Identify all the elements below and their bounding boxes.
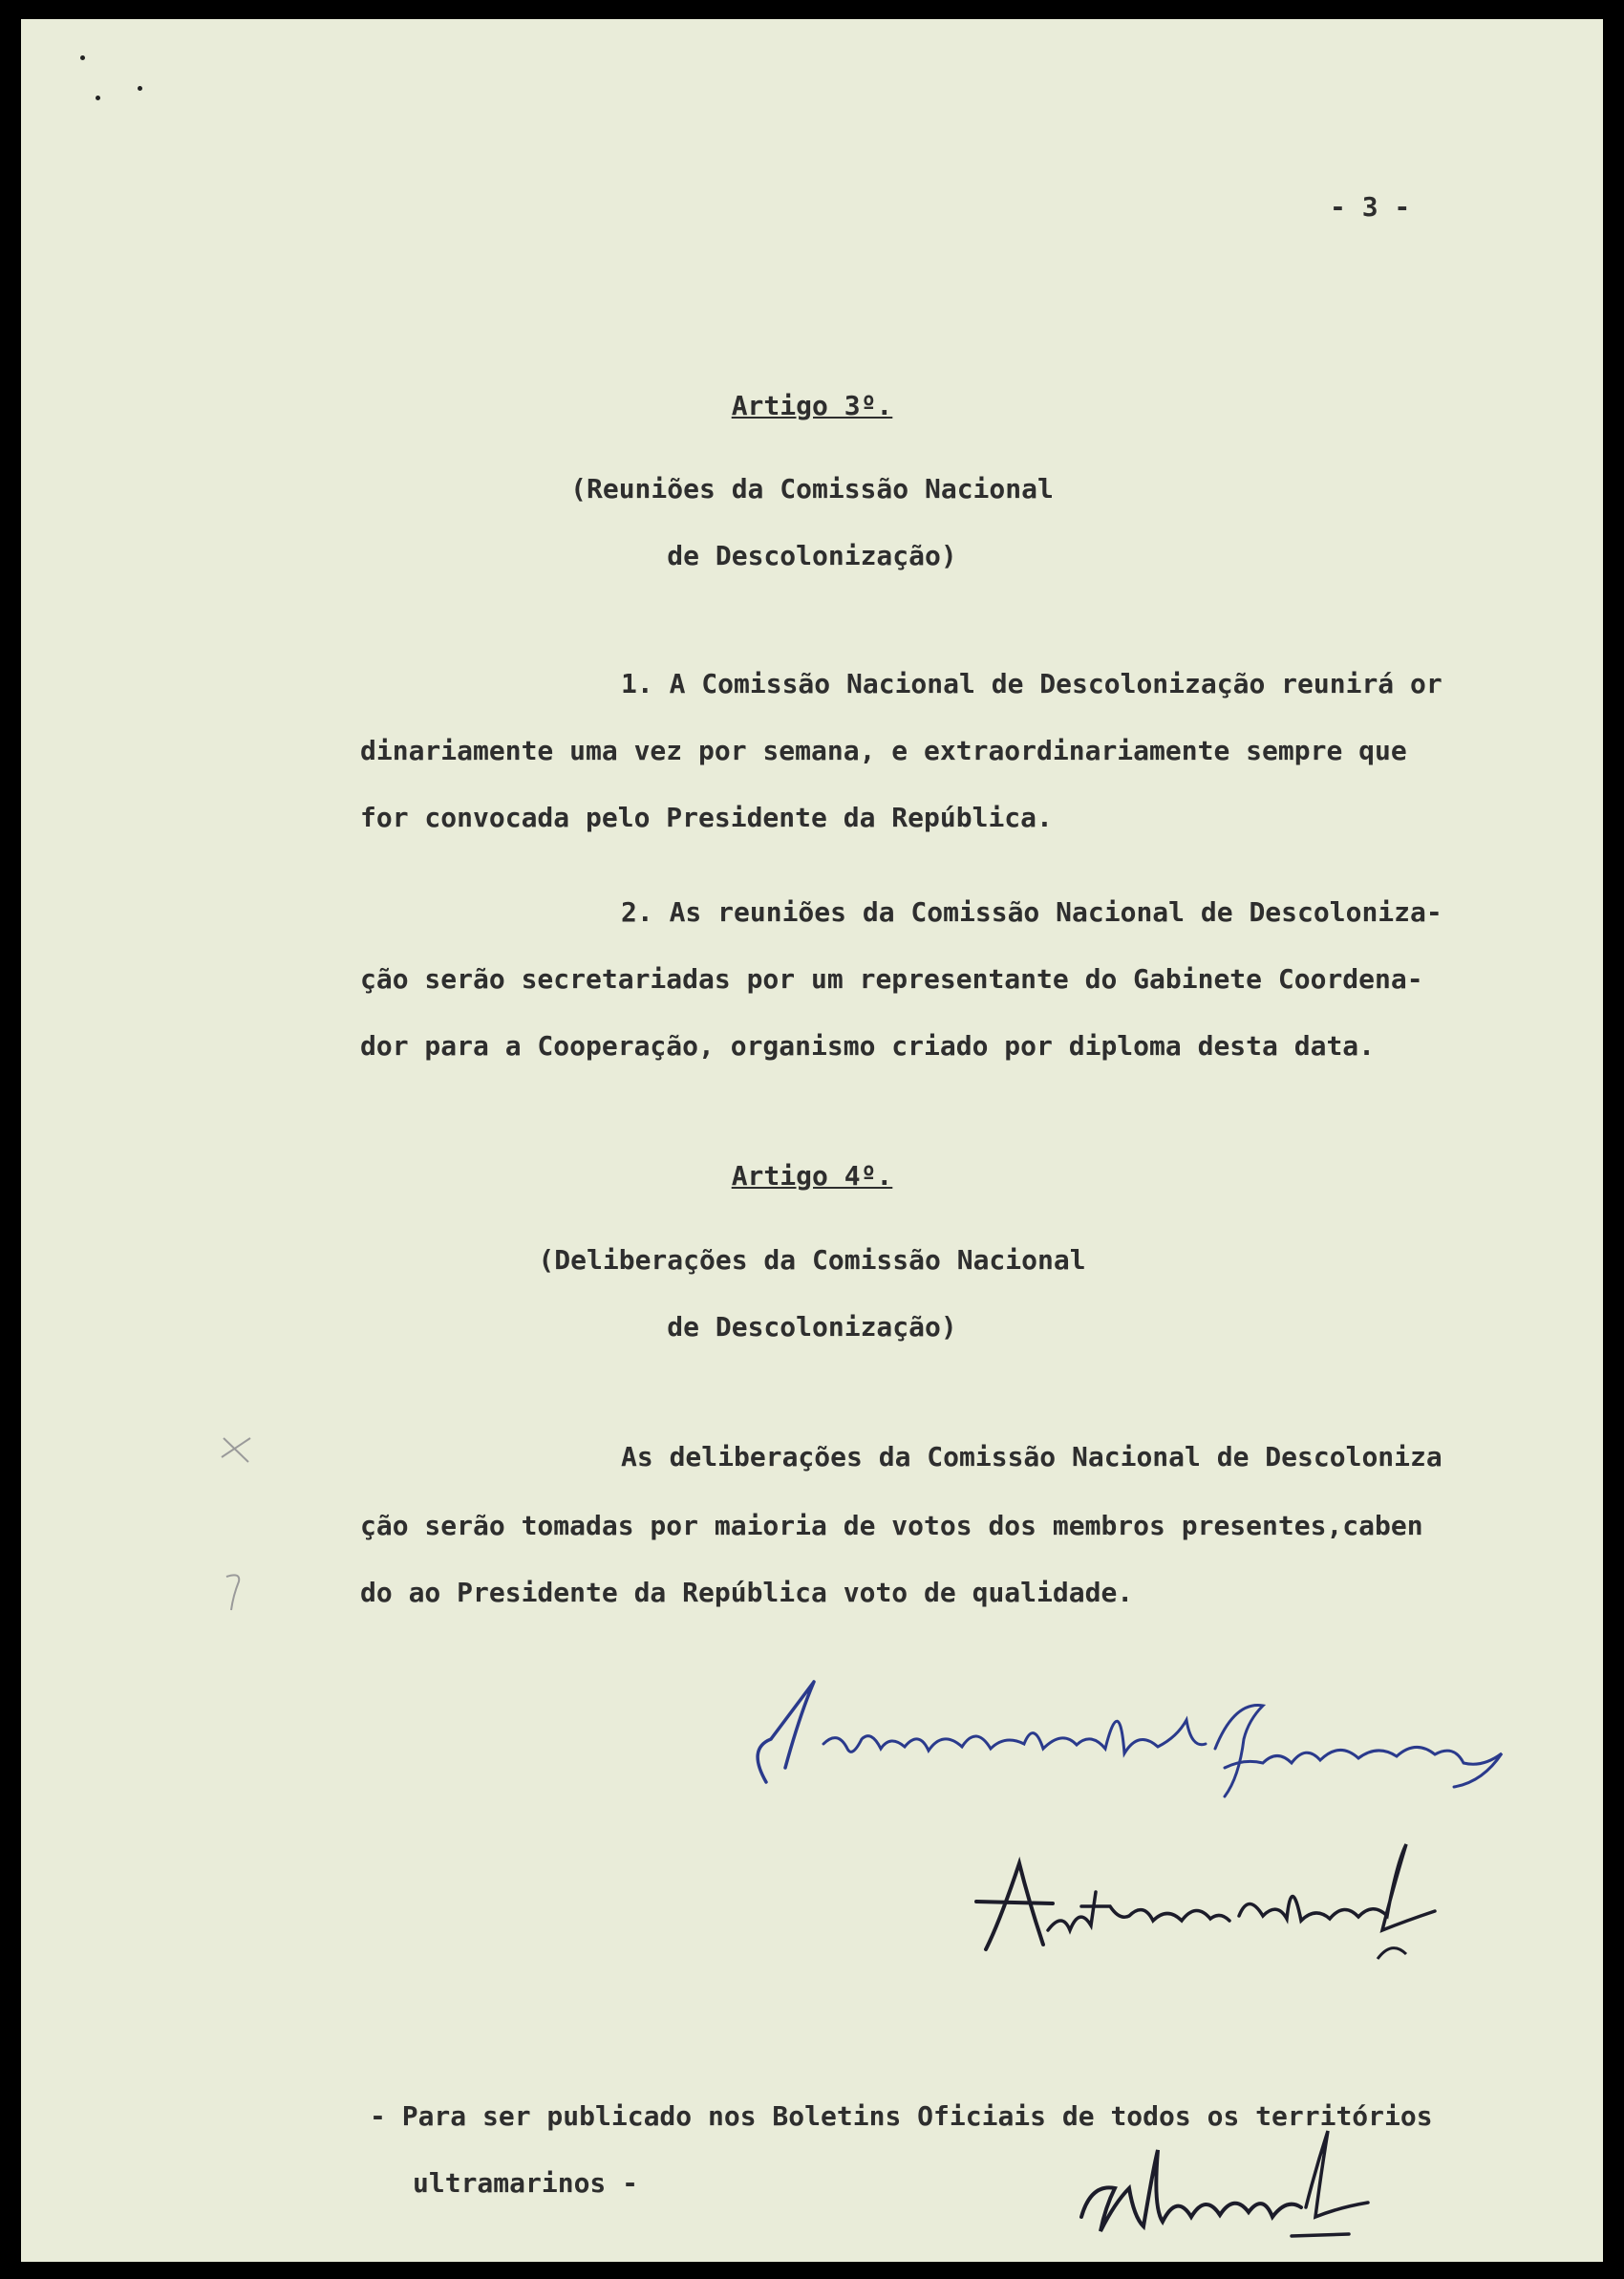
- article-4-heading: Artigo 4º.: [731, 1160, 893, 1192]
- article-3-para2-line2: ção serão secretariadas por um representante do Gabinete Coordena-: [360, 963, 1423, 995]
- footer-note-line2: ultramarinos -: [413, 2167, 639, 2199]
- article-3-subtitle-line2: de Descolonização): [667, 540, 957, 571]
- pencil-margin-marks: [212, 1433, 269, 1624]
- footer-note-line1: - Para ser publicado nos Boletins Oficiais de todos os territórios: [370, 2100, 1433, 2132]
- signature-vasco-goncalves: [728, 1663, 1588, 1816]
- article-4-subtitle-line2: de Descolonização): [667, 1311, 957, 1343]
- article-4-subtitle-line1: (Deliberações da Comissão Nacional: [538, 1244, 1086, 1276]
- article-3-para1-line2: dinariamente uma vez por semana, e extraordinariamente sempre que: [360, 735, 1407, 766]
- article-4-para-line3: do ao Presidente da República voto de qualidade.: [360, 1577, 1134, 1608]
- signature-almeida-initials: [1062, 2112, 1397, 2255]
- page-number: - 3 -: [1330, 191, 1411, 223]
- article-4-para-line2: ção serão tomadas por maioria de votos dos membros presentes,caben: [360, 1510, 1423, 1541]
- article-3-subtitle-line1: (Reuniões da Comissão Nacional: [570, 473, 1054, 505]
- article-3-heading: Artigo 3º.: [731, 390, 893, 421]
- document-page: [21, 19, 1603, 2262]
- article-3-para2-line1: 2. As reuniões da Comissão Nacional de Descoloniza-: [621, 896, 1442, 928]
- article-3-para1-line3: for convocada pelo Presidente da República.: [360, 802, 1053, 833]
- signature-antonio-almeida-santos: [957, 1825, 1454, 1988]
- margin-mark: [80, 55, 85, 60]
- margin-mark: [96, 96, 100, 100]
- article-3-para1-line1: 1. A Comissão Nacional de Descolonização reunirá or: [621, 668, 1442, 699]
- article-3-para2-line3: dor para a Cooperação, organismo criado por diploma desta data.: [360, 1030, 1376, 1062]
- margin-mark: [138, 86, 142, 91]
- article-4-para-line1: As deliberações da Comissão Nacional de Descoloniza: [621, 1441, 1442, 1473]
